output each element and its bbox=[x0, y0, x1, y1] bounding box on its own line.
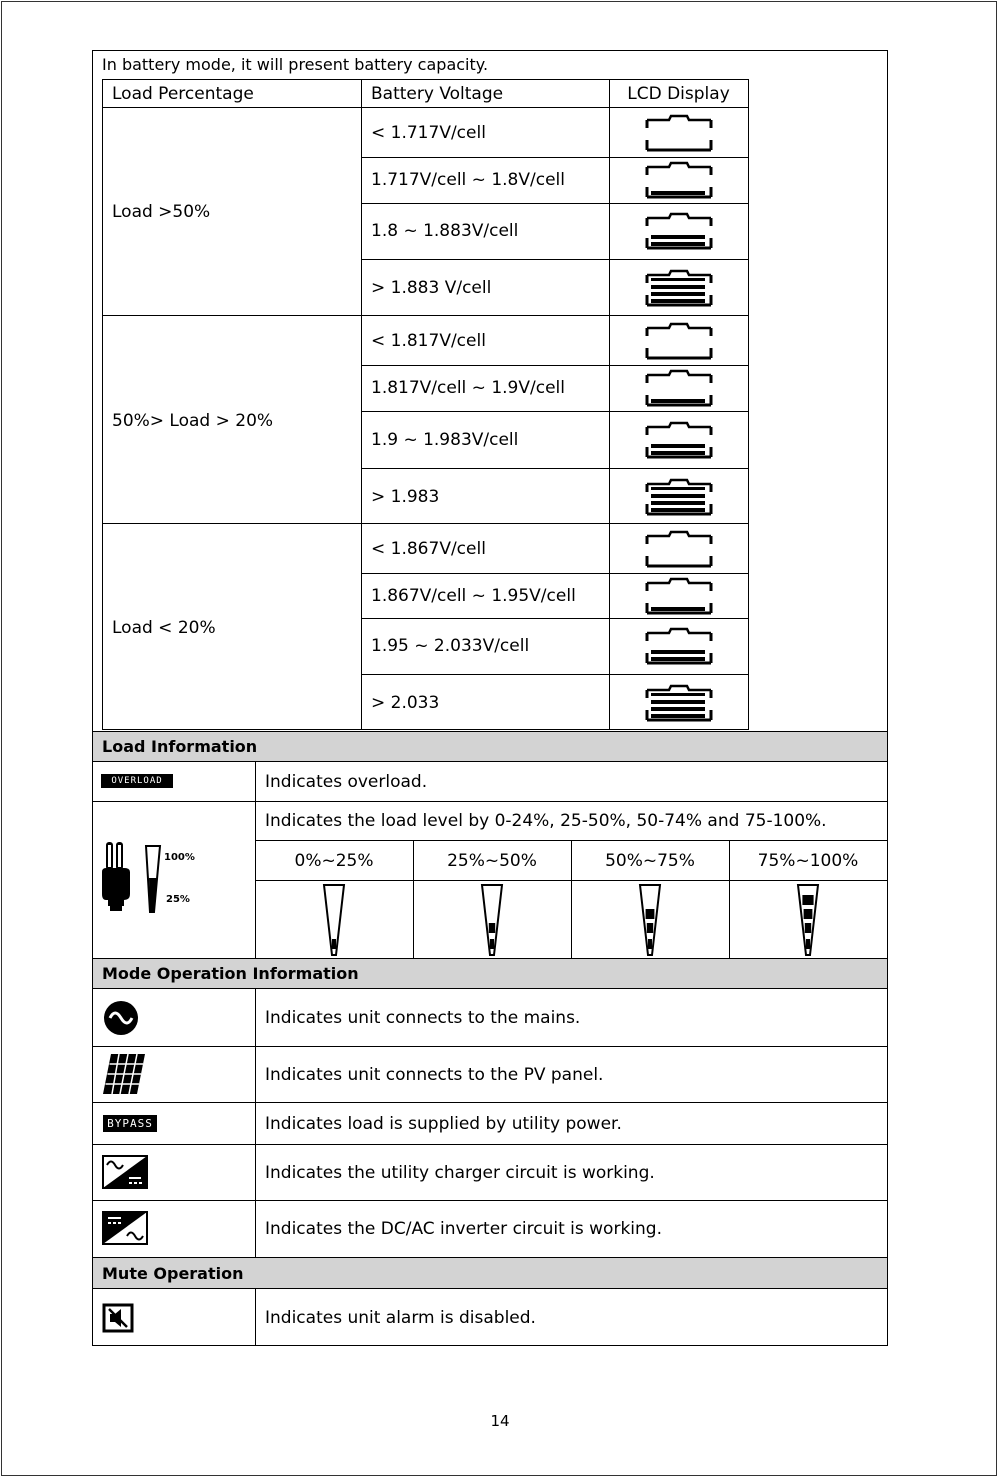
battery-level-icon bbox=[609, 203, 748, 259]
table-line bbox=[748, 79, 749, 730]
level-column-3: 75%~100% bbox=[757, 850, 859, 871]
load-level-desc: Indicates the load level by 0-24%, 25-50%, 50-74% and 75-100%. bbox=[265, 811, 827, 831]
header-lcd-display: LCD Display bbox=[627, 83, 730, 104]
load-bulb-icon bbox=[100, 838, 210, 920]
load-info-header: Load Information bbox=[93, 731, 887, 762]
mute-icon bbox=[100, 1302, 136, 1334]
bulb-label-high: 100% bbox=[164, 852, 195, 863]
mains-desc: Indicates unit connects to the mains. bbox=[265, 1008, 581, 1028]
level-column-2: 50%~75% bbox=[605, 850, 695, 871]
overload-desc: Indicates overload. bbox=[265, 772, 428, 792]
load-group-label: Load < 20% bbox=[112, 617, 216, 638]
load-group-label: 50%> Load > 20% bbox=[112, 410, 274, 431]
battery-voltage-cell: 1.8 ~ 1.883V/cell bbox=[371, 221, 519, 241]
bypass-desc: Indicates load is supplied by utility power. bbox=[265, 1113, 622, 1134]
charger-desc: Indicates the utility charger circuit is working. bbox=[265, 1162, 655, 1183]
bypass-icon bbox=[100, 1114, 160, 1132]
page-number: 14 bbox=[490, 1412, 510, 1430]
battery-voltage-cell: < 1.817V/cell bbox=[371, 330, 486, 351]
battery-level-icon bbox=[609, 411, 748, 468]
battery-voltage-cell: 1.95 ~ 2.033V/cell bbox=[371, 636, 530, 656]
mute-desc: Indicates unit alarm is disabled. bbox=[265, 1307, 536, 1328]
ac-dc-charger-icon bbox=[100, 1154, 150, 1190]
pv-panel-icon bbox=[100, 1052, 148, 1096]
battery-level-icon bbox=[609, 524, 748, 573]
header-load-percentage: Load Percentage bbox=[112, 83, 254, 104]
mute-header: Mute Operation bbox=[93, 1257, 887, 1289]
mode-info-header: Mode Operation Information bbox=[93, 958, 887, 989]
overload-icon bbox=[100, 772, 174, 790]
bypass-icon-label: BYPASS bbox=[103, 1115, 157, 1132]
battery-voltage-cell: 1.817V/cell ~ 1.9V/cell bbox=[371, 378, 565, 398]
battery-voltage-cell: 1.717V/cell ~ 1.8V/cell bbox=[371, 170, 565, 190]
battery-level-icon bbox=[609, 618, 748, 674]
level-column-0: 0%~25% bbox=[294, 850, 374, 871]
load-level-icon bbox=[413, 881, 571, 958]
battery-level-icon bbox=[609, 468, 748, 525]
intro-text: In battery mode, it will present battery capacity. bbox=[102, 55, 489, 74]
dc-ac-inverter-icon bbox=[100, 1210, 150, 1246]
battery-level-icon bbox=[609, 259, 748, 316]
battery-level-icon bbox=[609, 573, 748, 618]
bulb-label-low: 25% bbox=[166, 894, 190, 905]
inverter-desc: Indicates the DC/AC inverter circuit is working. bbox=[265, 1219, 662, 1239]
level-column-1: 25%~50% bbox=[447, 850, 537, 871]
battery-voltage-cell: < 1.717V/cell bbox=[371, 122, 486, 143]
ac-mains-icon bbox=[100, 998, 142, 1038]
load-level-icon bbox=[571, 881, 729, 958]
overload-icon-label: OVERLOAD bbox=[101, 774, 173, 788]
battery-level-icon bbox=[609, 157, 748, 203]
load-level-icon bbox=[729, 881, 887, 958]
header-battery-voltage: Battery Voltage bbox=[371, 83, 504, 104]
pv-desc: Indicates unit connects to the PV panel. bbox=[265, 1064, 604, 1085]
battery-level-icon bbox=[609, 365, 748, 411]
battery-voltage-cell: > 1.883 V/cell bbox=[371, 277, 492, 298]
battery-level-icon bbox=[609, 316, 748, 365]
battery-voltage-cell: < 1.867V/cell bbox=[371, 538, 486, 559]
load-group-label: Load >50% bbox=[112, 202, 211, 222]
battery-voltage-cell: 1.867V/cell ~ 1.95V/cell bbox=[371, 585, 576, 606]
load-level-icon bbox=[255, 881, 413, 958]
battery-level-icon bbox=[609, 108, 748, 157]
battery-voltage-cell: > 2.033 bbox=[371, 692, 440, 713]
battery-voltage-cell: 1.9 ~ 1.983V/cell bbox=[371, 429, 519, 450]
battery-level-icon bbox=[609, 674, 748, 731]
battery-voltage-cell: > 1.983 bbox=[371, 486, 440, 507]
